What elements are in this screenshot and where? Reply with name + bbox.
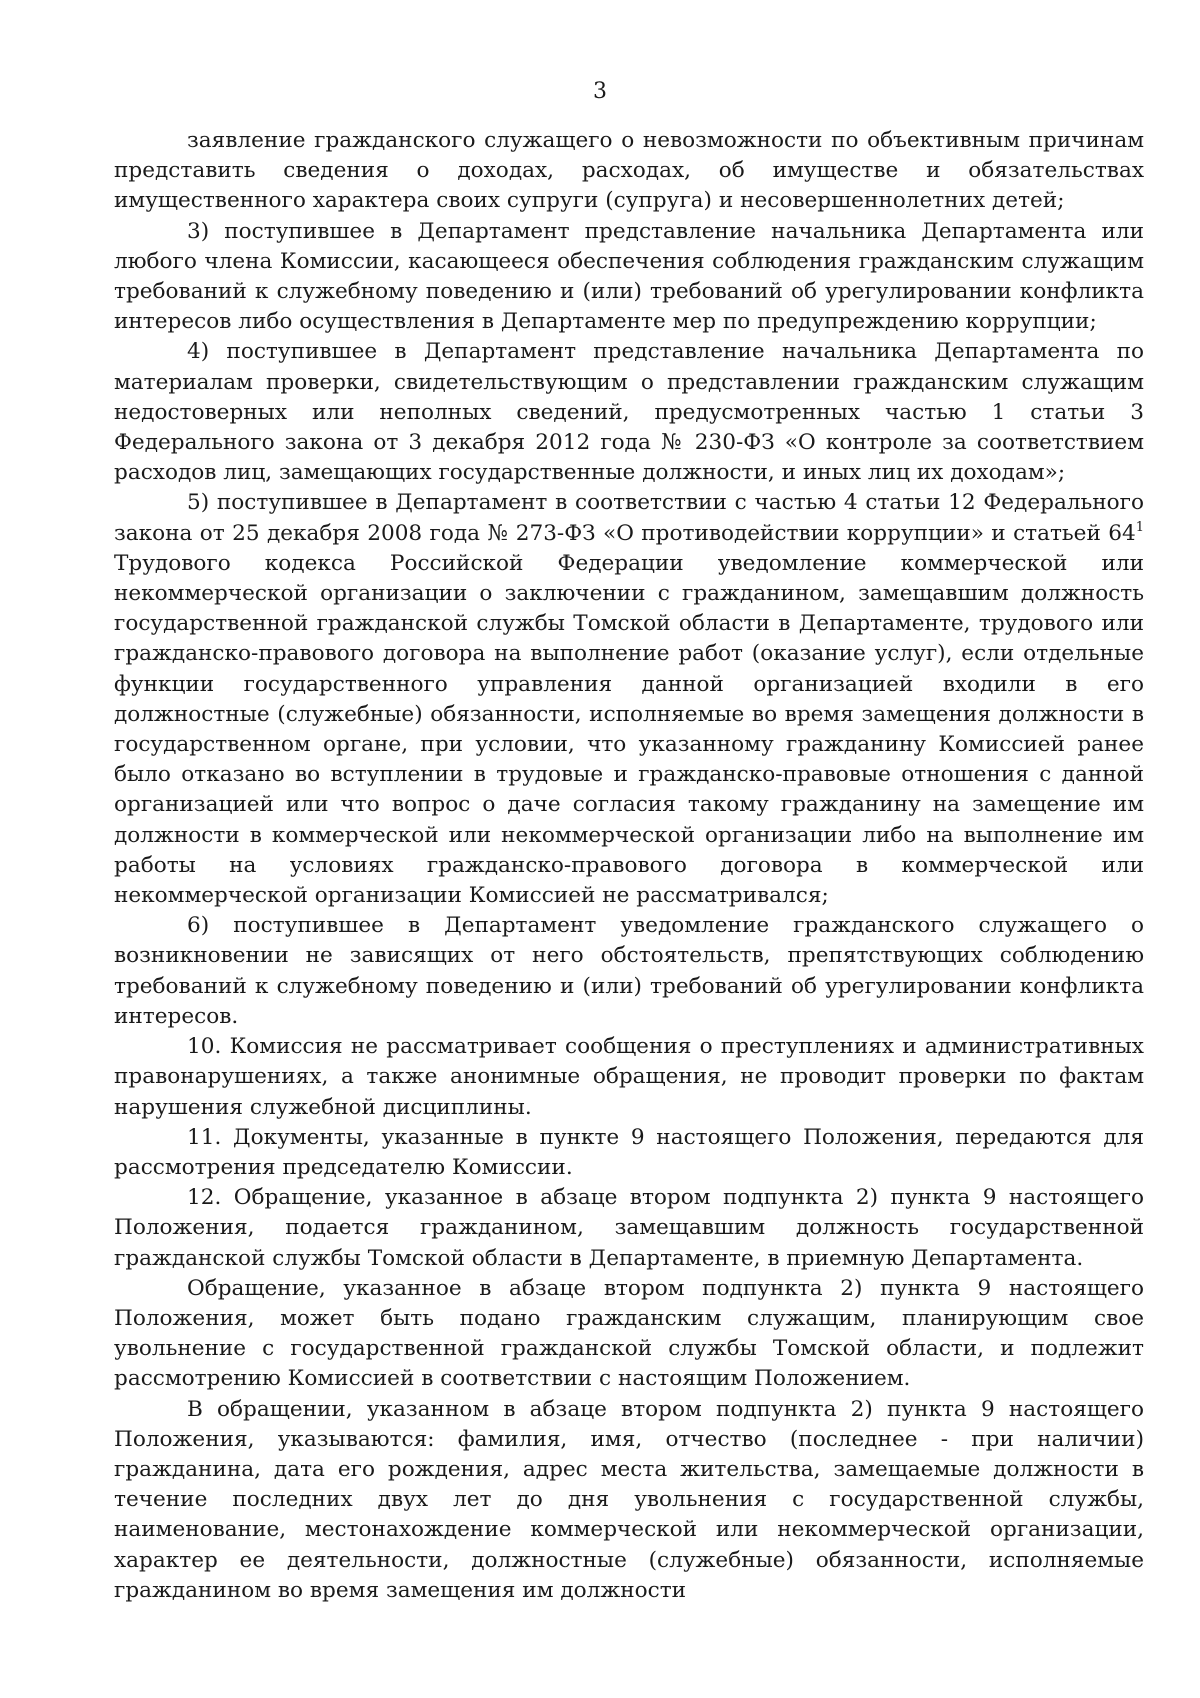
paragraph-item-6: 6) поступившее в Департамент уведомление гражданского служащего о возникновении не зависящих от него обстоятельств, препятствующих соблюдению требований к служебному поведению и (или) требований об урегулировании конфликта интересов. <box>114 913 1144 1029</box>
document-body <box>114 126 1144 1606</box>
article-superscript: 1 <box>1135 519 1144 535</box>
paragraph-clause-12: 12. Обращение, указанное в абзаце втором подпункта 2) пункта 9 настоящего Положения, подается гражданином, замещавшим должность государственной гражданской службы Томской области в Департаменте, в приемную Департамента. <box>114 1185 1144 1271</box>
paragraph-item-3: 3) поступившее в Департамент представление начальника Департамента или любого члена Комиссии, касающееся обеспечения соблюдения гражданским служащим требований к служебному поведению и (или) требований об урегулировании конфликта интересов либо осуществления в Департаменте мер по предупреждению коррупции; <box>114 218 1144 335</box>
item-5-text-start: 5) поступившее в Департамент в соответствии с частью 4 статьи 12 Федерального закона от 25 декабря 2008 года № 273-ФЗ «О противодействии коррупции» и статьей 64 <box>114 490 1144 546</box>
page-number: 3 <box>593 79 607 104</box>
paragraph-clause-11: 11. Документы, указанные в пункте 9 настоящего Положения, передаются для рассмотрения председателю Комиссии. <box>114 1124 1144 1180</box>
paragraph-item-4: 4) поступившее в Департамент представление начальника Департамента по материалам проверки, свидетельствующим о представлении гражданским служащим недостоверных или неполных сведений, предусмотренных частью 1 статьи 3 Федерального закона от 3 декабря 2012 года № 230-ФЗ «О контроле за соответствием расходов лиц, замещающих государственные должности, и иных лиц их доходам»; <box>114 339 1144 486</box>
paragraph-declaration-continuation: заявление гражданского служащего о невозможности по объективным причинам представить сведения о доходах, расходах, об имуществе и обязательствах имущественного характера своих супруги (супруга) и несовершеннолетних детей; <box>114 128 1144 214</box>
paragraph-clause-10: 10. Комиссия не рассматривает сообщения о преступлениях и административных правонарушениях, а также анонимные обращения, не проводит проверки по фактам нарушения служебной дисциплины. <box>114 1034 1144 1120</box>
paragraph-item-5 <box>114 488 1144 911</box>
item-5-text-end: Трудового кодекса Российской Федерации уведомление коммерческой или некоммерческой организации о заключении с гражданином, замещавшим должность государственной гражданской службы Томской области в Департаменте, трудового или гражданско-правового договора на выполнение работ (оказание услуг), если отдельные функции государственного управления данной организацией входили в его должностные (служебные) обязанности, исполняемые во время замещения должности в государственном органе, при условии, что указанному гражданину Комиссией ранее было отказано во вступлении в трудовые и гражданско-правовые отношения с данной организацией или что вопрос о даче согласия такому гражданину на замещение им должности в коммерческой или некоммерческой организации либо на выполнение им работы на условиях гражданско-правового договора в коммерческой или некоммерческой организации Комиссией не рассматривался; <box>114 550 1144 909</box>
paragraph-clause-12-appeal: Обращение, указанное в абзаце втором подпункта 2) пункта 9 настоящего Положения, может быть подано гражданским служащим, планирующим свое увольнение с государственной гражданской службы Томской области, и подлежит рассмотрению Комиссией в соответствии с настоящим Положением. <box>114 1275 1144 1392</box>
paragraph-clause-12-contents: В обращении, указанном в абзаце втором подпункта 2) пункта 9 настоящего Положения, указываются: фамилия, имя, отчество (последнее - при наличии) гражданина, дата его рождения, адрес места жительства, замещаемые должности в течение последних двух лет до дня увольнения с государственной службы, наименование, местонахождение коммерческой или некоммерческой организации, характер ее деятельности, должностные (служебные) обязанности, исполняемые гражданином во время замещения им должности <box>114 1396 1144 1603</box>
